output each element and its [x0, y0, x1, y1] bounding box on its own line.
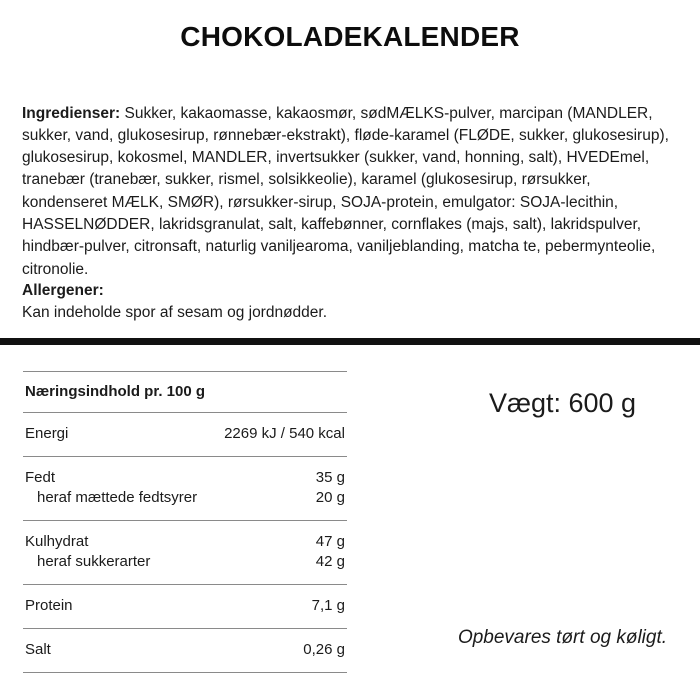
allergens-section — [22, 280, 680, 325]
allergens-heading: Allergener: — [22, 282, 104, 299]
nutrition-table-header — [23, 372, 347, 413]
nutrient-value: 47 g — [315, 533, 345, 550]
ingredients-text: Sukker, kakaomasse, kakaosmør, sødMÆLKS-pulver, marcipan (MANDLER, sukker, vand, glukosesirup, rønnebær-ekstrakt), fløde-karamel (FLØDE, sukker, glukosesirup), glukosesirup, kokosmel, MANDLER, invertsukker (sukker, vand, honning, salt), HVEDEmel, tranebær (tranebær, sukker, rismel, solsikkeolie), karamel (glukosesirup, rørsukker, kondenseret MÆLK, SMØR), rørsukker-sirup, SOJA-protein, emulgator: SOJA-lecithin, HASSELNØDDER, lakridsgranulat, salt, kaffebønner, cornflakes (majs, salt), lakridspulver, hindbær-pulver, citronsaft, naturlig vaniljearoma, vaniljeblanding, matcha te, pebermynteolie, citronolie. — [22, 104, 669, 278]
table-row — [23, 521, 347, 585]
nutrient-value: 0,26 g — [303, 641, 345, 658]
storage-instructions: Opbevares tørt og køligt. — [457, 627, 668, 648]
nutrient-label: Salt — [25, 641, 51, 658]
nutrient-label: Energi — [25, 425, 69, 442]
nutrient-row-carbohydrate — [25, 532, 345, 552]
nutrient-row-salt — [25, 640, 345, 660]
nutrient-row-protein — [25, 596, 345, 616]
ingredients-paragraph — [22, 103, 680, 281]
nutrient-value: 2269 kJ / 540 kcal — [224, 425, 345, 442]
ingredients-heading: Ingredienser: — [22, 104, 121, 122]
nutrient-value: 35 g — [315, 469, 345, 486]
table-row — [23, 457, 347, 521]
product-title: CHOKOLADEKALENDER — [180, 21, 520, 52]
nutrient-row-fat — [25, 468, 345, 488]
nutrient-sub-label: heraf sukkerarter — [37, 553, 151, 570]
nutrient-label: Kulhydrat — [25, 533, 89, 550]
thick-divider-bar — [0, 338, 700, 345]
nutrient-label: Fedt — [25, 469, 56, 486]
table-row — [23, 413, 347, 457]
nutrient-row-sugars — [25, 552, 345, 572]
nutrient-sub-value: 42 g — [315, 553, 345, 570]
nutrition-table — [23, 371, 347, 673]
nutrient-sub-value: 20 g — [315, 489, 345, 506]
net-weight: Vægt: 600 g — [488, 388, 637, 418]
nutrient-label: Protein — [25, 597, 73, 614]
nutrition-heading: Næringsindhold pr. 100 g — [25, 383, 206, 400]
table-row — [23, 585, 347, 629]
nutrient-row-energy — [25, 424, 345, 444]
nutrient-row-saturated-fat — [25, 488, 345, 508]
nutrient-value: 7,1 g — [311, 597, 345, 614]
allergens-text: Kan indeholde spor af sesam og jordnødder. — [22, 304, 328, 322]
table-row — [23, 629, 347, 673]
nutrient-sub-label: heraf mættede fedtsyrer — [37, 489, 198, 506]
